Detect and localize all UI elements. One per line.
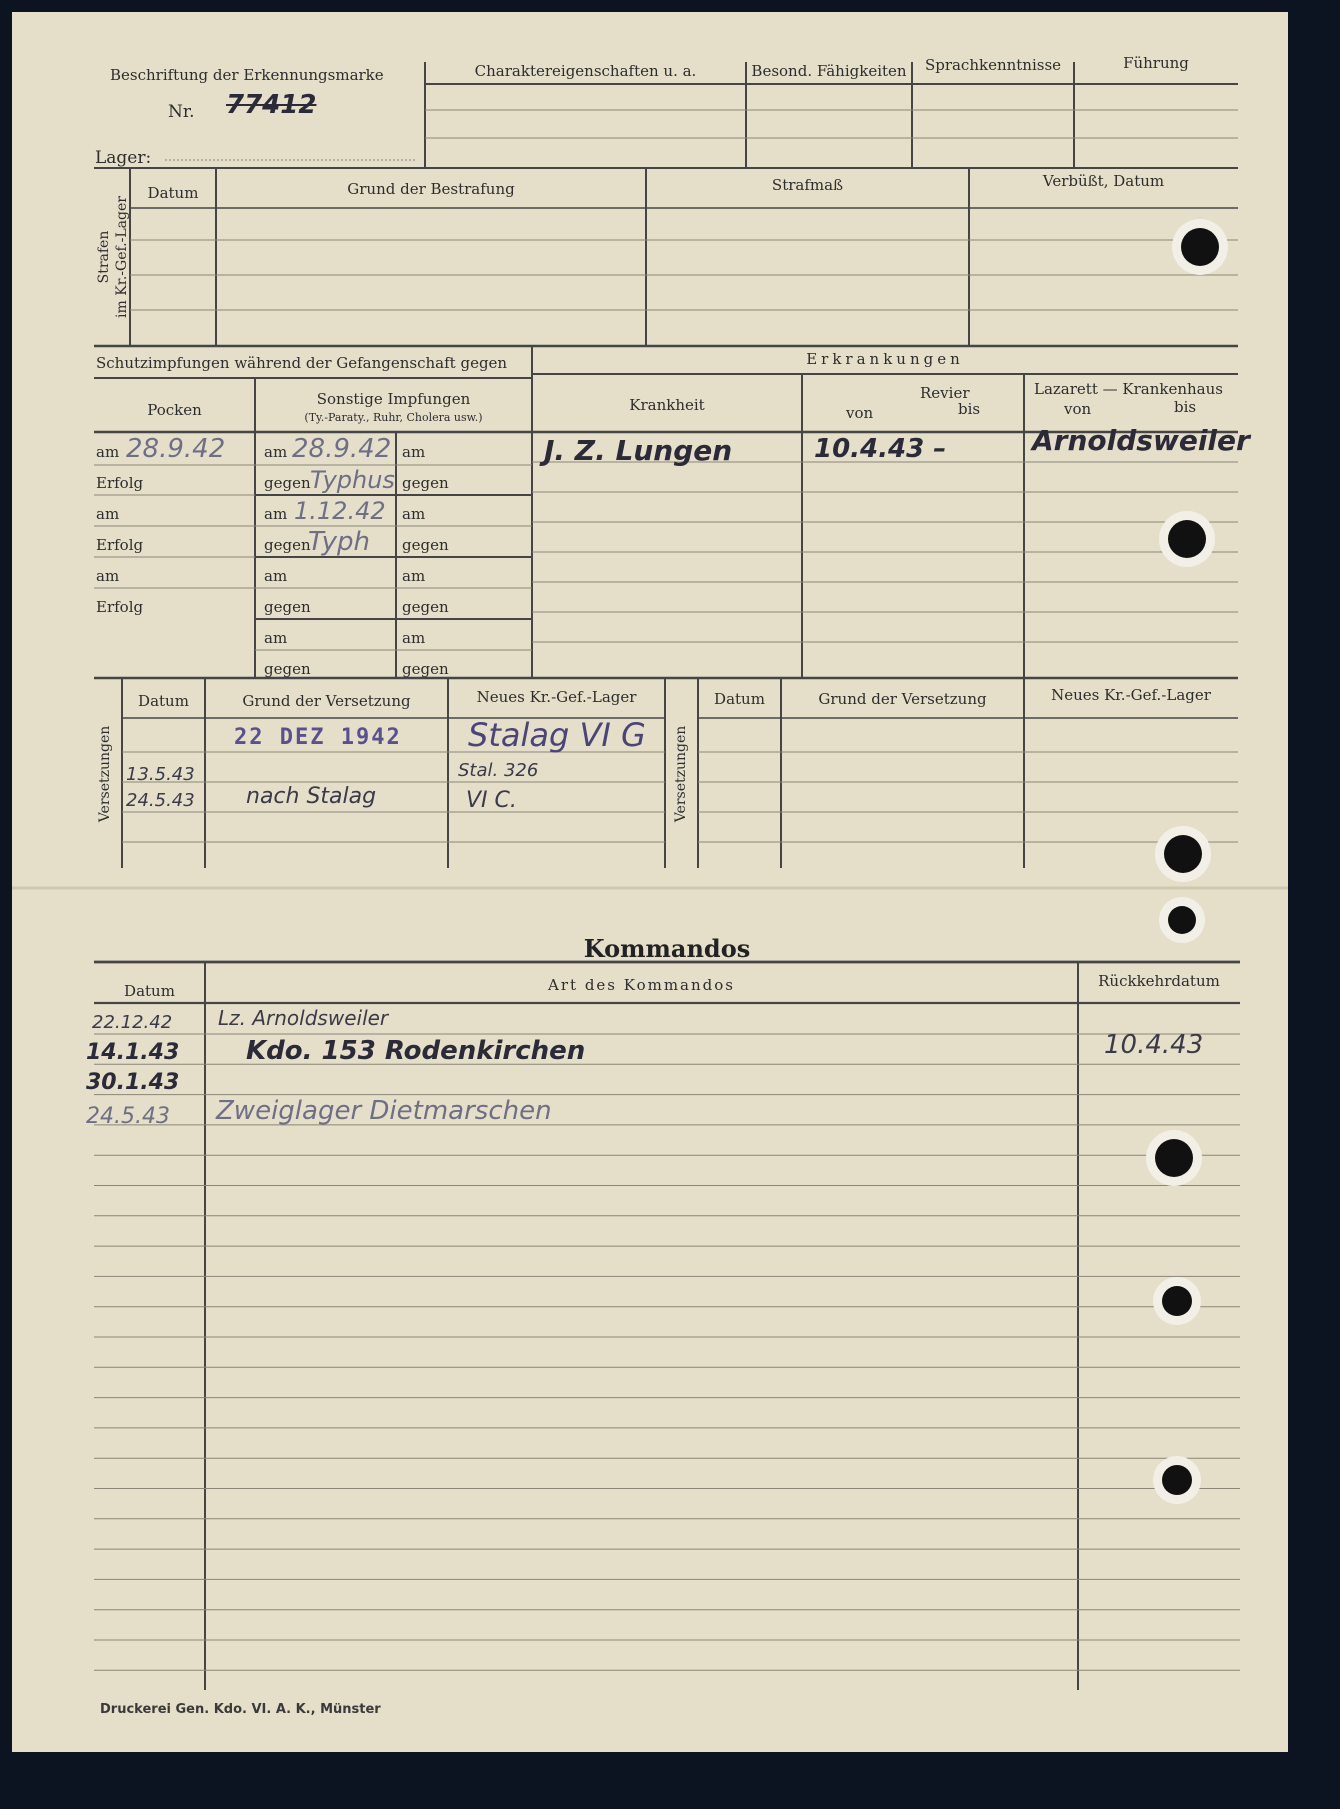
illness-revier-von: von	[846, 404, 874, 422]
illness-title: Erkrankungen	[806, 350, 964, 368]
other-b-am-4: am	[402, 629, 426, 647]
punish-col-reason: Grund der Bestrafung	[347, 180, 515, 198]
other-1-against: Typhus	[310, 466, 395, 494]
other-am-2: am	[264, 505, 288, 523]
col-languages: Sprachkenntnisse	[924, 56, 1062, 74]
punch-hole	[1168, 906, 1196, 934]
transfer-stamp-date: 22 DEZ 1942	[234, 725, 402, 750]
other-b-am-2: am	[402, 505, 426, 523]
other-b-gegen-1: gegen	[402, 474, 449, 492]
punch-hole	[1162, 1465, 1192, 1495]
other-gegen-3: gegen	[264, 598, 311, 616]
other-b-am-1: am	[402, 443, 426, 461]
other-1-date: 28.9.42	[292, 434, 392, 464]
kommando-return-2: 10.4.43	[1104, 1030, 1204, 1060]
illness-lazarett-bis: bis	[1174, 398, 1197, 416]
transfers-side-label-left: Versetzungen	[97, 725, 113, 823]
other-gegen-4: gegen	[264, 660, 311, 678]
illness-revier-from-1: 10.4.43 –	[814, 434, 947, 464]
kommandos-title: Kommandos	[583, 934, 751, 963]
punch-hole	[1181, 228, 1219, 266]
transfer-col-date-2: Datum	[714, 690, 765, 708]
transfer-row3-date: 24.5.43	[126, 790, 195, 811]
transfer-stamp-camp: Stalag VI G	[468, 716, 646, 754]
other-2-date: 1.12.42	[294, 497, 386, 525]
illness-disease-1: J. Z. Lungen	[544, 434, 733, 467]
kommando-date-1: 22.12.42	[92, 1012, 173, 1033]
lager-label: Lager:	[95, 148, 152, 168]
other-b-gegen-4: gegen	[402, 660, 449, 678]
other-am-3: am	[264, 567, 288, 585]
punish-col-served: Verbüßt, Datum	[1042, 172, 1165, 190]
vacc-title: Schutzimpfungen während der Gefangenschaft gegen	[96, 354, 508, 372]
other-b-am-3: am	[402, 567, 426, 585]
other-b-gegen-3: gegen	[402, 598, 449, 616]
pocken-date: 28.9.42	[126, 434, 226, 464]
kommando-kind-1: Lz. Arnoldsweiler	[218, 1006, 389, 1030]
kommando-date-3: 30.1.43	[86, 1070, 180, 1095]
pocken-am-1: am	[96, 443, 120, 461]
transfer-col-reason-2: Grund der Versetzung	[818, 690, 987, 708]
transfer-col-camp-2: Neues Kr.-Gef.-Lager	[1051, 686, 1211, 704]
transfer-row3-camp: VI C.	[466, 788, 517, 813]
kommando-col-kind: Art des Kommandos	[548, 976, 735, 994]
transfer-col-date: Datum	[138, 692, 189, 710]
punch-hole	[1162, 1286, 1192, 1316]
pocken-erfolg-1: Erfolg	[96, 474, 144, 492]
kommando-kind-2: Kdo. 153 Rodenkirchen	[246, 1036, 586, 1066]
transfer-row2-date: 13.5.43	[126, 764, 195, 785]
vacc-col-other-sub: (Ty.-Paraty., Ruhr, Cholera usw.)	[304, 411, 483, 424]
punch-hole	[1155, 1139, 1193, 1177]
col-conduct: Führung	[1123, 54, 1189, 72]
other-am-1: am	[264, 443, 288, 461]
illness-col-lazarett: Lazarett — Krankenhaus	[1034, 380, 1223, 398]
other-b-gegen-2: gegen	[402, 536, 449, 554]
other-gegen-1: gegen	[264, 474, 311, 492]
punch-hole	[1168, 520, 1206, 558]
other-2-against: Typh	[308, 527, 370, 557]
vacc-col-pocken: Pocken	[147, 401, 202, 419]
punishments-side-label-2: im Kr.-Gef.-Lager	[114, 196, 130, 318]
illness-revier-bis: bis	[958, 400, 981, 418]
transfer-col-reason: Grund der Versetzung	[242, 692, 411, 710]
kommando-kind-4: Zweiglager Dietmarschen	[216, 1096, 552, 1126]
kommando-date-2: 14.1.43	[86, 1040, 180, 1065]
printer-imprint: Druckerei Gen. Kdo. VI. A. K., Münster	[100, 1702, 381, 1717]
transfer-row2-camp: Stal. 326	[458, 760, 539, 781]
nr-value: 77412	[226, 90, 317, 120]
kommando-col-return: Rückkehrdatum	[1098, 972, 1220, 990]
punch-hole	[1164, 835, 1202, 873]
transfer-row3-reason: nach Stalag	[246, 784, 377, 809]
other-gegen-2: gegen	[264, 536, 311, 554]
illness-lazarett-1: Arnoldsweiler	[1032, 424, 1250, 457]
illness-lazarett-von: von	[1064, 400, 1092, 418]
pocken-am-3: am	[96, 567, 120, 585]
punishments-side-label-1: Strafen	[96, 230, 112, 284]
pocken-erfolg-2: Erfolg	[96, 536, 144, 554]
col-character: Charaktereigenschaften u. a.	[474, 62, 697, 80]
tag-label: Beschriftung der Erkennungsmarke	[110, 66, 384, 84]
nr-label: Nr.	[168, 102, 195, 122]
punish-col-penalty: Strafmaß	[771, 176, 844, 194]
kommando-date-4: 24.5.43	[86, 1104, 170, 1129]
other-am-4: am	[264, 629, 288, 647]
punish-col-date: Datum	[147, 184, 199, 202]
illness-col-disease: Krankheit	[629, 396, 705, 414]
pocken-am-2: am	[96, 505, 120, 523]
pocken-erfolg-3: Erfolg	[96, 598, 144, 616]
transfer-col-camp: Neues Kr.-Gef.-Lager	[476, 688, 637, 706]
vacc-col-other: Sonstige Impfungen	[316, 390, 471, 408]
col-skills: Besond. Fähigkeiten	[751, 62, 907, 80]
illness-col-revier: Revier	[920, 384, 970, 402]
transfers-side-label-right: Versetzungen	[673, 725, 689, 823]
kommando-col-date: Datum	[124, 982, 175, 1000]
